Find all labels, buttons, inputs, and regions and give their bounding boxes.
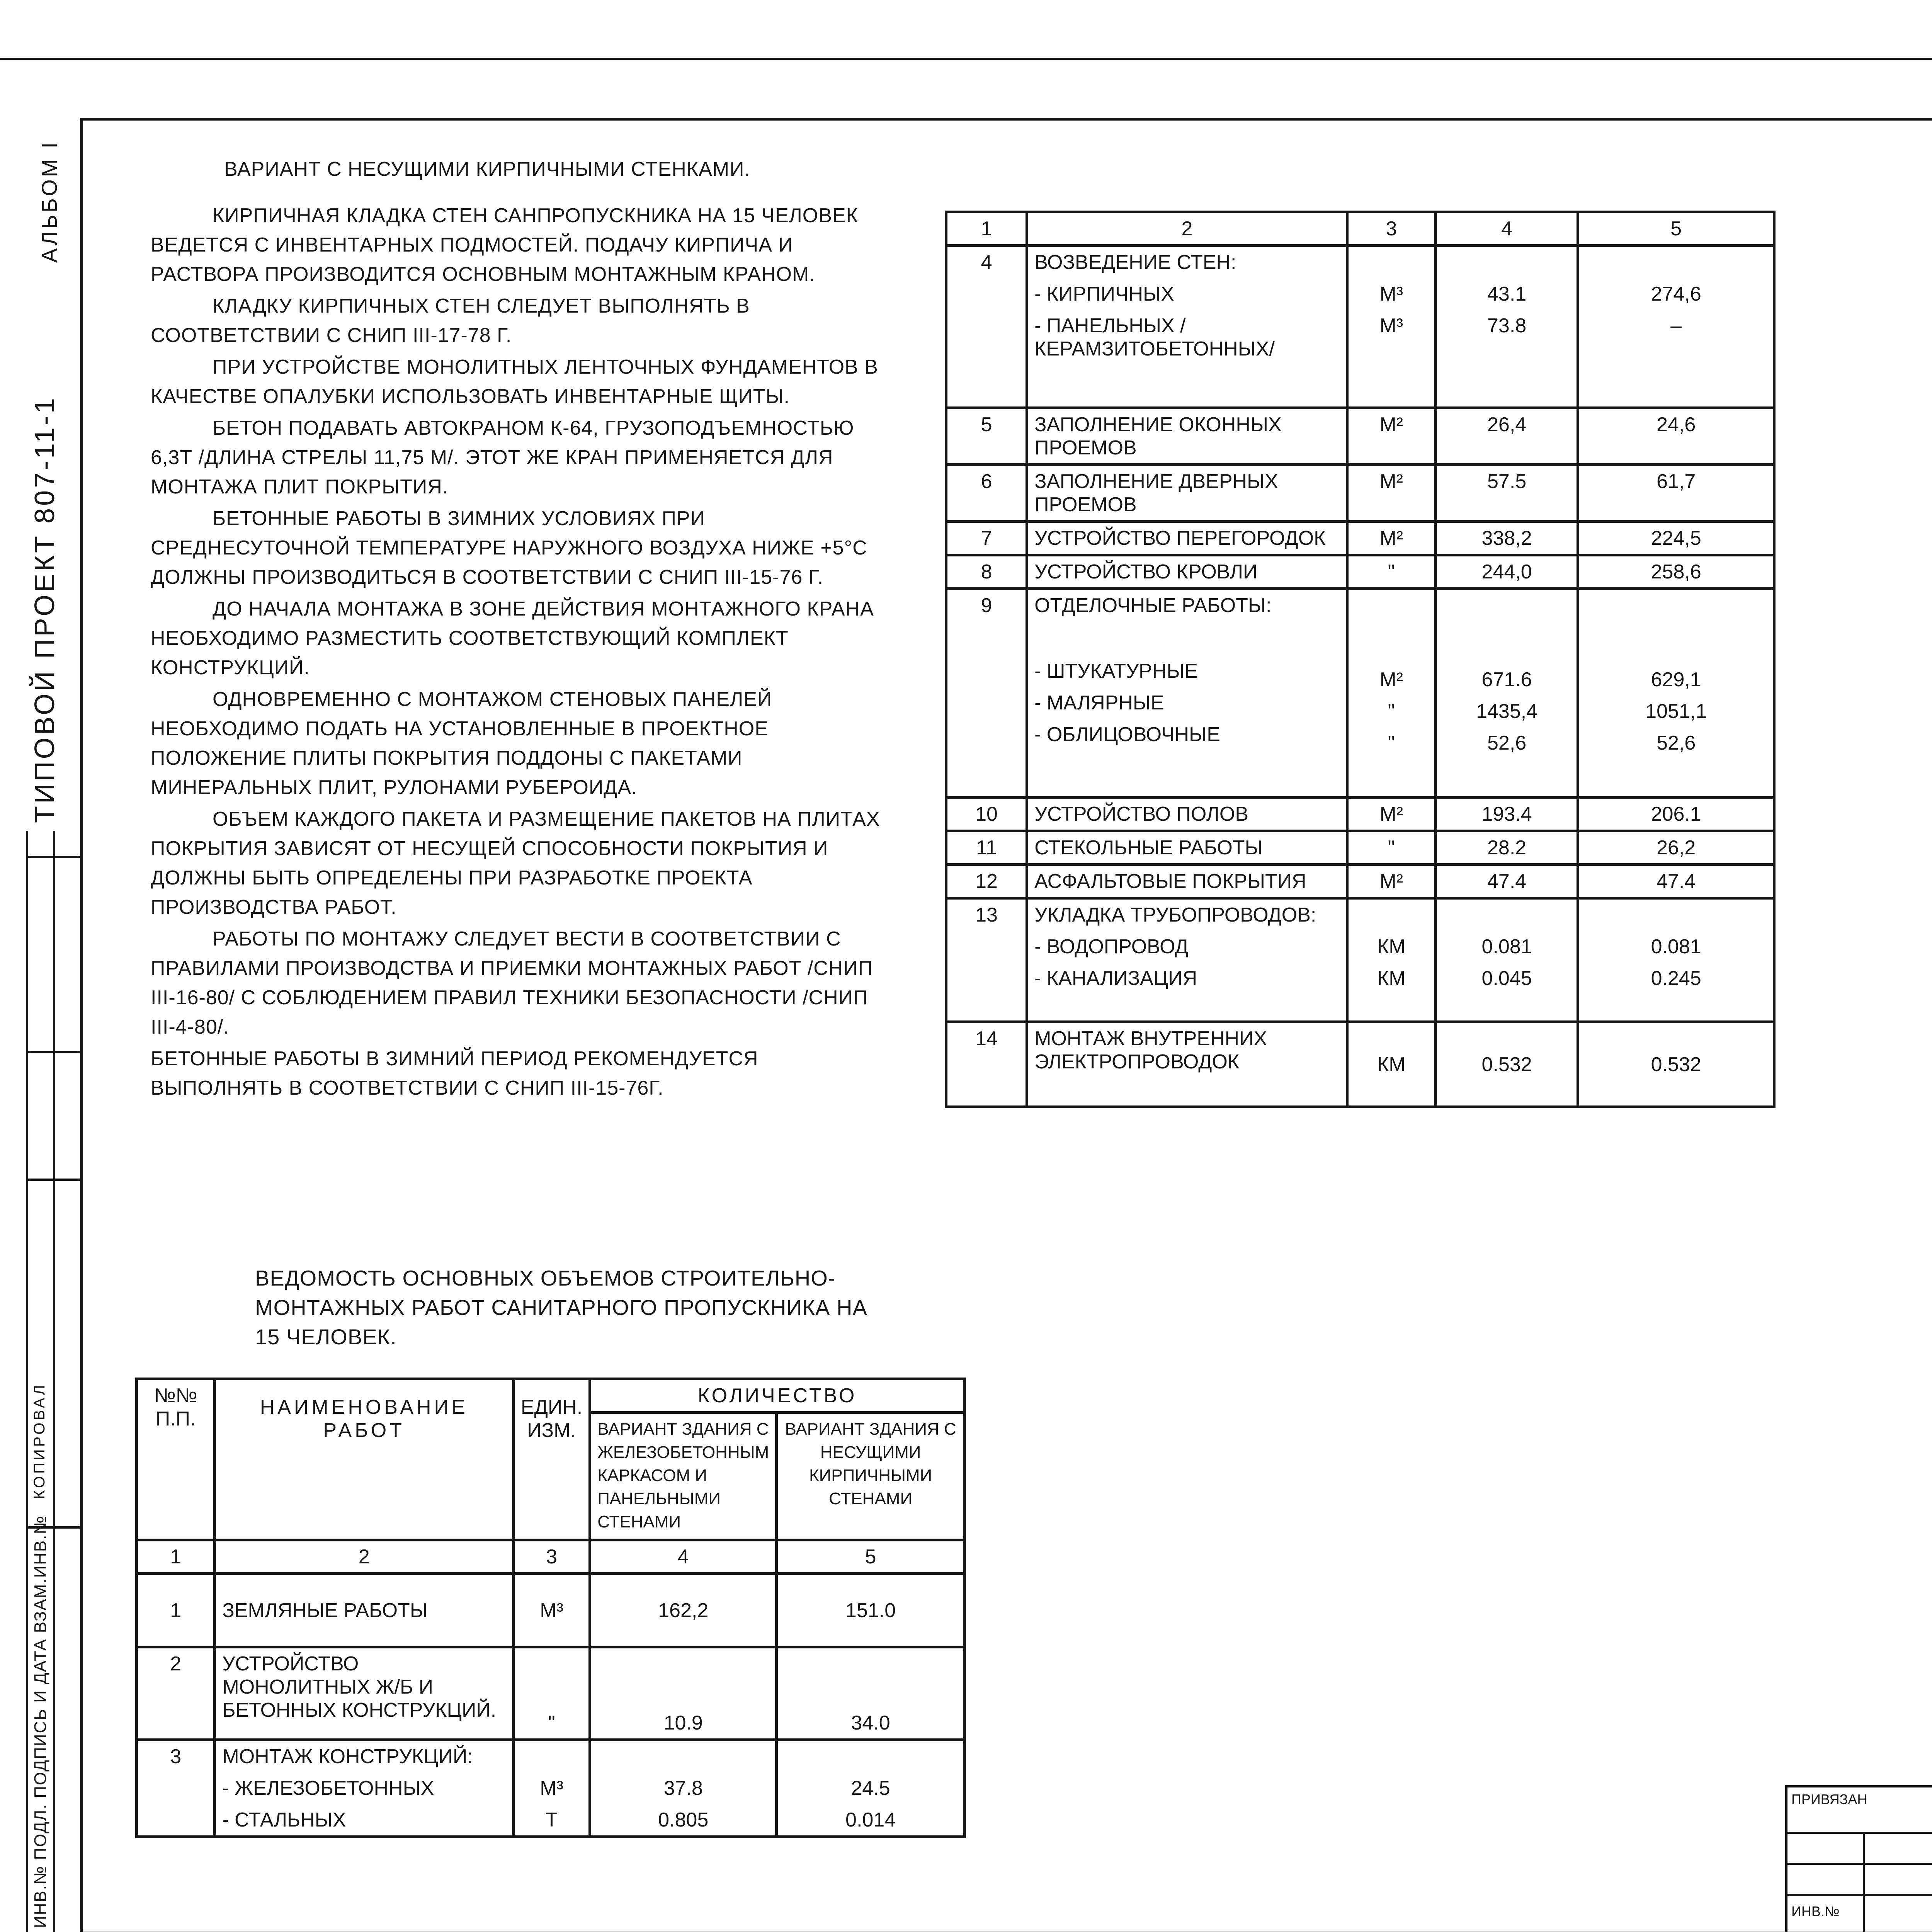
tb-line: [1787, 1832, 1932, 1834]
cell: 3: [513, 1540, 590, 1574]
top-rule: [0, 58, 1932, 60]
row-name-text: МОНТАЖ КОНСТРУКЦИЙ:: [222, 1745, 473, 1768]
works-table: [135, 1378, 966, 1838]
row-value-1: 47.4: [1435, 865, 1578, 898]
table-title: ВЕДОМОСТЬ ОСНОВНЫХ ОБЪЕМОВ СТРОИТЕЛЬНО-МОНТАЖНЫХ РАБОТ САНИТАРНОГО ПРОПУСКНИКА НА 15 ЧЕЛОВЕК.: [255, 1266, 867, 1349]
value-text: –: [1670, 315, 1682, 337]
album-label: АЛЬБОМ I: [37, 140, 61, 263]
cell: 3: [1347, 212, 1435, 246]
row-number: 9: [946, 589, 1027, 798]
table-row: [946, 1022, 1774, 1107]
row-number: 10: [946, 798, 1027, 831]
row-unit: ": [1347, 555, 1435, 589]
stamp-row-3: [26, 1179, 80, 1181]
stamp-label: ИНВ.№ ПОДЛ. ПОДПИСЬ И ДАТА ВЗАМ.ИНВ.№: [31, 1515, 50, 1928]
row-value-2: [777, 1740, 965, 1837]
row-unit: [1347, 898, 1435, 1022]
header-name: НАИМЕНОВАНИЕ РАБОТ: [215, 1379, 514, 1540]
row-number: 14: [946, 1022, 1027, 1107]
row-name-text: - ЖЕЛЕЗОБЕТОННЫХ: [222, 1777, 434, 1799]
table-header-row: [137, 1379, 965, 1413]
row-name: [1027, 589, 1347, 798]
value-text: 0.805: [658, 1809, 709, 1831]
project-label: ТИПОВОЙ ПРОЕКТ 807-11-1: [29, 396, 60, 823]
row-value-2: [1578, 589, 1774, 798]
row-value-1: 0.532: [1435, 1022, 1578, 1107]
unit-text: КМ: [1377, 935, 1406, 958]
row-name-text: - ШТУКАТУРНЫЕ: [1034, 660, 1198, 682]
paragraph: КИРПИЧНАЯ КЛАДКА СТЕН САНПРОПУСКНИКА НА 15 ЧЕЛОВЕК ВЕДЕТСЯ С ИНВЕНТАРНЫХ ПОДМОСТЕЙ. ПОДАЧУ КИРПИЧА И РАСТВОРА ПРОИЗВОДИТСЯ ОСНОВНЫМ МОНТАЖНЫМ КРАНОМ.: [151, 204, 858, 286]
attached-label: ПРИВЯЗАН: [1791, 1791, 1867, 1807]
cell: 2: [215, 1540, 514, 1574]
row-value-1: 162,2: [590, 1574, 777, 1647]
tb-line: [1787, 1863, 1932, 1865]
value-text: 37.8: [663, 1777, 703, 1799]
value-text: 1051,1: [1645, 700, 1707, 723]
row-unit: М²: [1347, 865, 1435, 898]
table-row: [946, 831, 1774, 865]
row-value-2: 34.0: [777, 1647, 965, 1740]
table-row: [946, 522, 1774, 555]
row-name: [215, 1740, 514, 1837]
table-row: [946, 865, 1774, 898]
unit-text: Т: [545, 1809, 558, 1831]
paragraph: ОБЪЕМ КАЖДОГО ПАКЕТА И РАЗМЕЩЕНИЕ ПАКЕТОВ НА ПЛИТАХ ПОКРЫТИЯ ЗАВИСЯТ ОТ НЕСУЩЕЙ СПОСОБНОСТИ ПОКРЫТИЯ И ДОЛЖНЫ БЫТЬ ОПРЕДЕЛЕНЫ ПРИ РАЗРАБОТКЕ ПРОЕКТА ПРОИЗВОДСТВА РАБОТ.: [151, 808, 880, 918]
unit-text: М³: [540, 1777, 563, 1799]
value-text: 43.1: [1487, 283, 1527, 305]
row-unit: ": [1347, 831, 1435, 865]
tb-line: [1863, 1832, 1865, 1932]
stamp-col-line-2: [53, 831, 55, 1932]
row-value-1: [1435, 246, 1578, 408]
works-table-continued: [945, 211, 1776, 1108]
unit-text: М²: [1379, 668, 1403, 691]
row-number: 4: [946, 246, 1027, 408]
row-value-2: 258,6: [1578, 555, 1774, 589]
row-unit: КМ: [1347, 1022, 1435, 1107]
row-unit: [1347, 246, 1435, 408]
value-text: 24.5: [851, 1777, 890, 1799]
table-row: [946, 798, 1774, 831]
paragraph: БЕТОН ПОДАВАТЬ АВТОКРАНОМ К-64, ГРУЗОПОДЪЕМНОСТЬЮ 6,3Т /ДЛИНА СТРЕЛЫ 11,75 М/. ЭТОТ ЖЕ КРАН ПРИМЕНЯЕТСЯ ДЛЯ МОНТАЖА ПЛИТ ПОКРЫТИЯ.: [151, 417, 854, 498]
row-name: УСТРОЙСТВО ПОЛОВ: [1027, 798, 1347, 831]
stamp-row-1: [26, 856, 80, 858]
table-row: [946, 589, 1774, 798]
row-unit: ": [513, 1647, 590, 1740]
row-unit: М²: [1347, 465, 1435, 522]
value-text: 0.045: [1481, 967, 1532, 990]
row-name: АСФАЛЬТОВЫЕ ПОКРЫТИЯ: [1027, 865, 1347, 898]
table-row: [946, 465, 1774, 522]
cell: 1: [946, 212, 1027, 246]
row-unit: [1347, 589, 1435, 798]
row-name-text: ОТДЕЛОЧНЫЕ РАБОТЫ:: [1034, 594, 1272, 617]
row-unit: М²: [1347, 408, 1435, 465]
row-number: 5: [946, 408, 1027, 465]
copied-label: КОПИРОВАЛ: [31, 1383, 48, 1499]
row-number: 2: [137, 1647, 215, 1740]
value-text: 671.6: [1481, 668, 1532, 691]
row-name: УСТРОЙСТВО ПЕРЕГОРОДОК: [1027, 522, 1347, 555]
header-unit: ЕДИН. ИЗМ.: [513, 1379, 590, 1540]
value-text: 52,6: [1487, 732, 1527, 754]
unit-text: ": [1388, 732, 1395, 754]
row-value-1: [590, 1740, 777, 1837]
row-name: ЗАПОЛНЕНИЕ ДВЕРНЫХ ПРОЕМОВ: [1027, 465, 1347, 522]
row-name-text: - КИРПИЧНЫХ: [1034, 283, 1174, 305]
paragraph: ДО НАЧАЛА МОНТАЖА В ЗОНЕ ДЕЙСТВИЯ МОНТАЖНОГО КРАНА НЕОБХОДИМО РАЗМЕСТИТЬ СООТВЕТСТВУЮЩИЙ КОМПЛЕКТ КОНСТРУКЦИЙ.: [151, 598, 874, 679]
row-unit: [513, 1740, 590, 1837]
row-name-text: - МАЛЯРНЫЕ: [1034, 692, 1164, 714]
row-value-2: 47.4: [1578, 865, 1774, 898]
value-text: 1435,4: [1476, 700, 1538, 723]
row-number: 6: [946, 465, 1027, 522]
row-name-text: - КАНАЛИЗАЦИЯ: [1034, 967, 1197, 990]
row-value-2: 61,7: [1578, 465, 1774, 522]
row-value-2: [1578, 898, 1774, 1022]
row-value-2: 151.0: [777, 1574, 965, 1647]
cell: 4: [1435, 212, 1578, 246]
row-number: 11: [946, 831, 1027, 865]
header-quantity: КОЛИЧЕСТВО: [590, 1379, 965, 1413]
tb-line: [1787, 1894, 1932, 1896]
value-text: 0.081: [1651, 935, 1701, 958]
row-name-text: ВОЗВЕДЕНИЕ СТЕН:: [1034, 251, 1236, 274]
row-name: ЗАПОЛНЕНИЕ ОКОННЫХ ПРОЕМОВ: [1027, 408, 1347, 465]
paragraph: БЕТОННЫЕ РАБОТЫ В ЗИМНИЙ ПЕРИОД РЕКОМЕНДУЕТСЯ ВЫПОЛНЯТЬ В СООТВЕТСТВИИ С СНИП III-15-76Г.: [151, 1048, 759, 1099]
cell: 1: [137, 1540, 215, 1574]
row-name: [1027, 898, 1347, 1022]
row-value-1: 338,2: [1435, 522, 1578, 555]
row-name-text: - СТАЛЬНЫХ: [222, 1809, 346, 1831]
paragraph: ОДНОВРЕМЕННО С МОНТАЖОМ СТЕНОВЫХ ПАНЕЛЕЙ НЕОБХОДИМО ПОДАТЬ НА УСТАНОВЛЕННЫЕ В ПРОЕКТНОЕ ПОЛОЖЕНИЕ ПЛИТЫ ПОКРЫТИЯ ПОДДОНЫ С ПАКЕТАМИ МИНЕРАЛЬНЫХ ПЛИТ, РУЛОНАМИ РУБЕРОИДА.: [151, 688, 772, 799]
row-name-text: - ОБЛИЦОВОЧНЫЕ: [1034, 723, 1220, 746]
row-number: 12: [946, 865, 1027, 898]
table-index-row: [946, 212, 1774, 246]
row-value-2: [1578, 246, 1774, 408]
title-block-attached: [1785, 1785, 1932, 1932]
unit-text: ": [1388, 700, 1395, 723]
inv-label: ИНВ.№: [1791, 1903, 1840, 1919]
value-text: 73.8: [1487, 315, 1527, 337]
row-unit: М³: [513, 1574, 590, 1647]
row-name: [1027, 246, 1347, 408]
unit-text: М³: [1379, 315, 1403, 337]
row-value-2: 26,2: [1578, 831, 1774, 865]
table-row: [137, 1574, 965, 1647]
unit-text: КМ: [1377, 967, 1406, 990]
row-number: 7: [946, 522, 1027, 555]
row-name: УСТРОЙСТВО КРОВЛИ: [1027, 555, 1347, 589]
stamp-col-line-1: [26, 831, 28, 1932]
row-value-1: 57.5: [1435, 465, 1578, 522]
stamp-row-2: [26, 1051, 80, 1053]
row-value-1: [1435, 898, 1578, 1022]
row-value-1: 26,4: [1435, 408, 1578, 465]
row-unit: М²: [1347, 798, 1435, 831]
row-name-text: УКЛАДКА ТРУБОПРОВОДОВ:: [1034, 904, 1316, 926]
row-value-2: 206.1: [1578, 798, 1774, 831]
variant-title: ВАРИАНТ С НЕСУЩИМИ КИРПИЧНЫМИ СТЕНКАМИ.: [224, 158, 750, 180]
table-index-row: [137, 1540, 965, 1574]
row-name: МОНТАЖ ВНУТРЕННИХ ЭЛЕКТРОПРОВОДОК: [1027, 1022, 1347, 1107]
row-number: 13: [946, 898, 1027, 1022]
row-value-1: 28.2: [1435, 831, 1578, 865]
row-name-text: - ПАНЕЛЬНЫХ /КЕРАМЗИТОБЕТОННЫХ/: [1034, 315, 1275, 360]
row-number: 8: [946, 555, 1027, 589]
value-text: 274,6: [1651, 283, 1701, 305]
header-num: №№ П.П.: [137, 1379, 215, 1540]
row-name: ЗЕМЛЯНЫЕ РАБОТЫ: [215, 1574, 514, 1647]
row-value-2: 24,6: [1578, 408, 1774, 465]
header-variant-1: ВАРИАНТ ЗДАНИЯ С ЖЕЛЕЗОБЕТОННЫМ КАРКАСОМ И ПАНЕЛЬНЫМИ СТЕНАМИ: [590, 1413, 777, 1540]
table-row: [946, 898, 1774, 1022]
value-text: 52,6: [1656, 732, 1696, 754]
row-unit: М²: [1347, 522, 1435, 555]
row-value-1: 10.9: [590, 1647, 777, 1740]
header-variant-2: ВАРИАНТ ЗДАНИЯ С НЕСУЩИМИ КИРПИЧНЫМИ СТЕНАМИ: [777, 1413, 965, 1540]
row-value-1: 193.4: [1435, 798, 1578, 831]
row-value-1: [1435, 589, 1578, 798]
row-value-2: 0.532: [1578, 1022, 1774, 1107]
cell: 5: [1578, 212, 1774, 246]
table-row: [946, 408, 1774, 465]
row-name: СТЕКОЛЬНЫЕ РАБОТЫ: [1027, 831, 1347, 865]
value-text: 0.081: [1481, 935, 1532, 958]
table-row: [946, 246, 1774, 408]
row-name-text: - ВОДОПРОВОД: [1034, 935, 1189, 958]
value-text: 0.245: [1651, 967, 1701, 990]
unit-text: М³: [1379, 283, 1403, 305]
table-row: [137, 1740, 965, 1837]
row-number: 1: [137, 1574, 215, 1647]
table-row: [946, 555, 1774, 589]
table-row: [137, 1647, 965, 1740]
cell: 2: [1027, 212, 1347, 246]
row-name: УСТРОЙСТВО МОНОЛИТНЫХ Ж/Б И БЕТОННЫХ КОНСТРУКЦИЙ.: [215, 1647, 514, 1740]
paragraph: БЕТОННЫЕ РАБОТЫ В ЗИМНИХ УСЛОВИЯХ ПРИ СРЕДНЕСУТОЧНОЙ ТЕМПЕРАТУРЕ НАРУЖНОГО ВОЗДУХА НИЖЕ +5°С ДОЛЖНЫ ПРОИЗВОДИТЬСЯ В СООТВЕТСТВИИ С СНИП III-15-76 Г.: [151, 507, 867, 588]
cell: 5: [777, 1540, 965, 1574]
paragraph: ПРИ УСТРОЙСТВЕ МОНОЛИТНЫХ ЛЕНТОЧНЫХ ФУНДАМЕНТОВ В КАЧЕСТВЕ ОПАЛУБКИ ИСПОЛЬЗОВАТЬ ИНВЕНТАРНЫЕ ЩИТЫ.: [151, 356, 878, 408]
paragraph: КЛАДКУ КИРПИЧНЫХ СТЕН СЛЕДУЕТ ВЫПОЛНЯТЬ В СООТВЕТСТВИИ С СНИП III-17-78 Г.: [151, 295, 750, 347]
explanatory-text: [151, 201, 896, 1105]
row-number: 3: [137, 1740, 215, 1837]
row-value-2: 224,5: [1578, 522, 1774, 555]
row-value-1: 244,0: [1435, 555, 1578, 589]
value-text: 629,1: [1651, 668, 1701, 691]
value-text: 0.014: [845, 1809, 896, 1831]
cell: 4: [590, 1540, 777, 1574]
paragraph: РАБОТЫ ПО МОНТАЖУ СЛЕДУЕТ ВЕСТИ В СООТВЕТСТВИИ С ПРАВИЛАМИ ПРОИЗВОДСТВА И ПРИЕМКИ МОНТАЖНЫХ РАБОТ /СНИП III-16-80/ С СОБЛЮДЕНИЕМ ПРАВИЛ ТЕХНИКИ БЕЗОПАСНОСТИ /СНИП III-4-80/.: [151, 928, 873, 1038]
